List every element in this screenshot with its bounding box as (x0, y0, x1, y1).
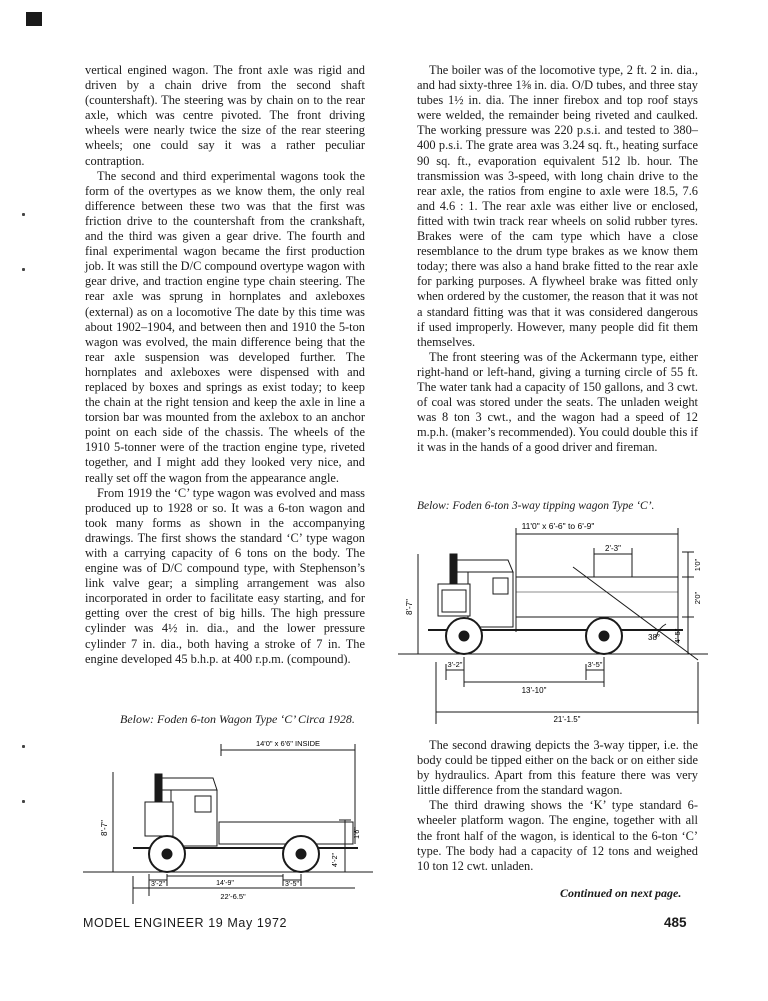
dim-wheelbase: 13'-10" (521, 686, 547, 695)
dim-wheelbase: 14'-9" (216, 880, 234, 887)
dim-inside: 14'0" x 6'6" INSIDE (255, 739, 321, 748)
margin-mark (22, 745, 25, 748)
paragraph: The third drawing shows the ‘K’ type standard 6-wheeler platform wagon. The engine, together with all the front half of the wagon, is identical to the 6-ton ‘C’ type. The body had a capacity of 12 tons and weighed 10 ton 12 cwt. unladen. (417, 798, 698, 873)
dim-lower: 4'-5" (673, 628, 682, 644)
c-type-wagon-drawing (83, 736, 373, 906)
dim-angle: 38° (648, 633, 661, 642)
paragraph: The front steering was of the Ackermann type, either right-hand or left-hand, giving a turning circle of 55 ft. The water tank had a capacity of 150 gallons, and 3 cwt. of coal was stored under the seats. The unladen weight was 8 ton 3 cwt., and the wagon had a speed of 12 m.p.h. (maker’s recommended). You could double this if it was in the hands of a good driver and fireman. (417, 349, 698, 455)
figure-caption-tipper: Below: Foden 6-ton 3-way tipping wagon Type ‘C’. (417, 500, 655, 512)
continued-note: Continued on next page. (560, 886, 682, 900)
right-column (417, 63, 698, 455)
dim-front-overhang: 3'-2" (447, 660, 463, 669)
dim-subframe: 2'-3" (605, 544, 621, 553)
margin-mark (22, 800, 25, 803)
page-number: 485 (664, 915, 687, 930)
footer-publication: MODEL ENGINEER 19 May 1972 (83, 916, 288, 930)
dim-side-top: 1'0" (693, 558, 702, 572)
dim-rear-overhang: 3'-5" (587, 660, 603, 669)
paragraph: The second drawing depicts the 3-way tipper, i.e. the body could be tipped either on the back or on either side by hydraulics. Apart from this feature there was very little difference from the standard wagon. (417, 738, 698, 798)
corner-registration-mark (26, 12, 42, 26)
paragraph: vertical engined wagon. The front axle was rigid and driven by a chain drive from the second shaft (countershaft). The steering was by chain on to the rear axle, which was centre pivoted. The front driving wheels were nearly twice the size of the rear steering wheels; one could say it was a rather peculiar contraption. (85, 63, 365, 168)
paragraph: The boiler was of the locomotive type, 2 ft. 2 in. dia., and had sixty-three 1⅜ in. dia. O/D tubes, and three stay tubes 1½ in. dia. The inner firebox and top roof stays were welded, the remainder being riveted and caulked. The working pressure was 220 p.s.i. and tested to 380–400 p.s.i. The grate area was 3.24 sq. ft., heating surface 90 sq. ft., evaporation equivalent 512 lb. hour. The transmission was 3-speed, with long chain drive to the rear axle, the ratios from engine to axle were 18.5, 7.6 and 4.6 : 1. The rear axle was either live or enclosed, fitted with twin track rear wheels on solid rubber tyres. Brakes were of the cam type which have a close resemblance to the drum type brakes as we know them today; there was also a hand brake fitted to the rear axle for parking purposes. A flywheel brake was fitted only when ordered by the customer, the reason that it was not a standard fitting was that it was considered dangerous if used improperly. However, many people did fit them themselves. (417, 63, 698, 349)
dim-rear-overhang: 3'-5" (285, 881, 299, 888)
margin-mark (22, 268, 25, 271)
dim-overall: 22'-6.5" (220, 892, 246, 901)
tipper-wagon-drawing (398, 512, 708, 724)
left-column (85, 63, 365, 667)
margin-mark (22, 213, 25, 216)
right-column-lower (417, 738, 698, 874)
paragraph: The second and third experimental wagons took the form of the overtypes as we know them, the only real difference between these two was that the first was friction drive to the countershaft from the crankshaft, and the third was given a gear drive. The fourth and final experimental wagon became the first production job. It was still the D/C compound overtype wagon with gear drive, and traction engine type chain steering. The rear axle was sprung in hornplates and axleboxes (external) as on a locomotive The date by this time was about 1902–1904, and between then and 1910 the 5-ton wagon was evolved, the main difference being that the rear axle suspension was developed further. The hornplates and axleboxes were dispensed with and replaced by boxes and springs as exist today; to keep the chain at the right tension and keep the axle in line a torsion bar was mounted from the axlebox to an anchor point on each side of the chassis. The wheels of the 1910 5-tonner were of the traction engine type, riveted together, and I might add they looked very nice, and really set off the wagon from the appearance angle. (85, 168, 365, 485)
dim-body-height: 4'-2" (332, 853, 339, 867)
paragraph: From 1919 the ‘C’ type wagon was evolved and mass produced up to 1928 or so. It was a 6-ton wagon and took many forms as shown in the accompanying drawings. The first shows the standard ‘C’ type wagon with a carrying capacity of 6 tons on the body. The engine was of D/C compound type, with Stephenson’s link valve gear; a simpling arrangement was also incorporated in order to facilitate easy starting, and for getting over the crest of big hills. The high pressure cylinder was 4½ in. dia., and the lower pressure cylinder 7 in. dia., both having a stroke of 7 in. The engine developed 45 b.h.p. at 400 r.p.m. (compound). (85, 485, 365, 666)
dim-height: 8'-7" (100, 820, 109, 836)
dim-height: 8'-7" (405, 599, 414, 615)
figure-caption-c-wagon: Below: Foden 6-ton Wagon Type ‘C’ Circa 1928. (120, 712, 355, 726)
dim-side-mid: 2'0" (693, 591, 702, 605)
dim-front-overhang: 3'-2" (151, 881, 165, 888)
dim-body: 11'0" x 6'-6" to 6'-9" (521, 521, 595, 531)
dim-overall: 21'-1.5" (553, 715, 581, 724)
dim-side-height: 1'6" (354, 827, 361, 839)
